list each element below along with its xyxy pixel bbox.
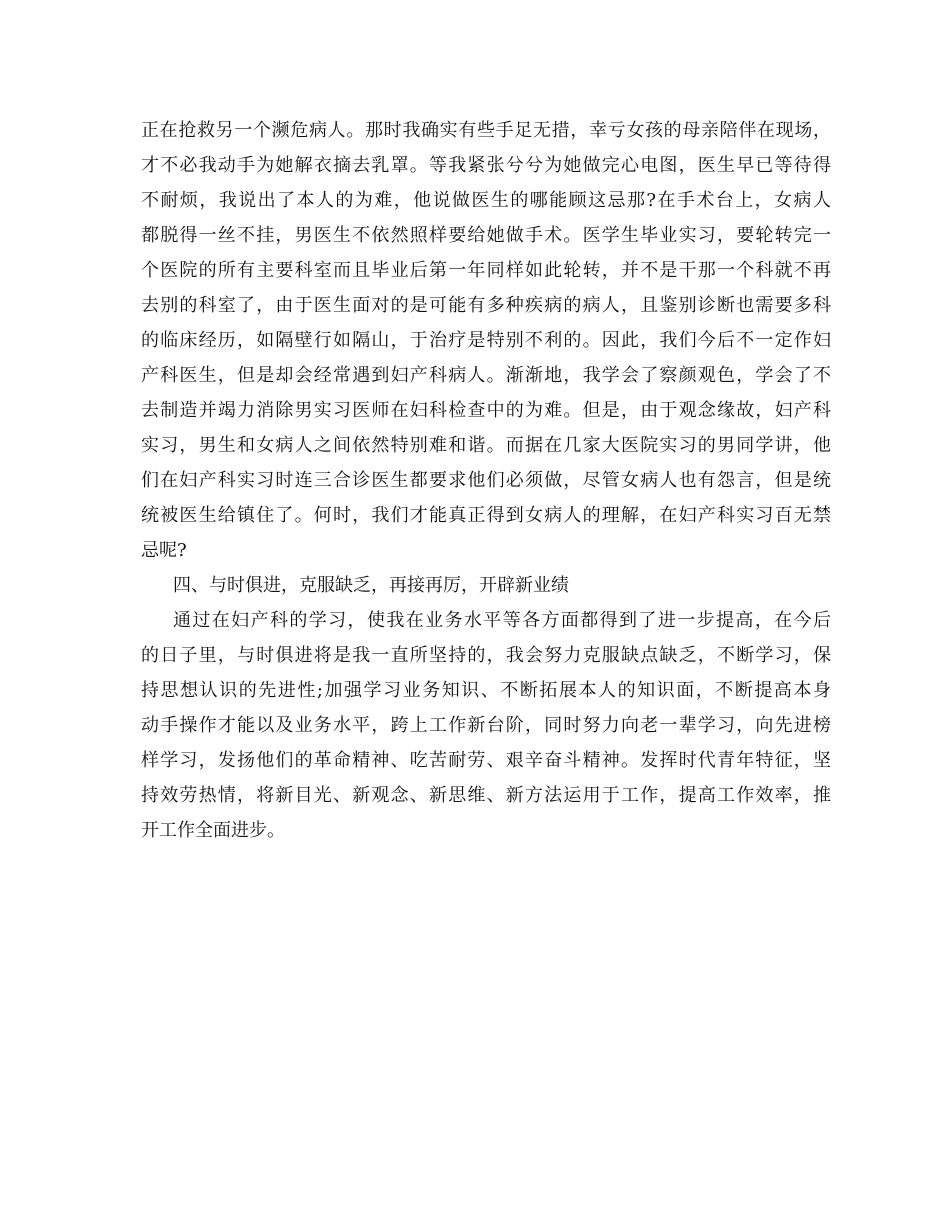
paragraph-line: 统被医生给镇住了。何时，我们才能真正得到女病人的理解，在妇产科实习百无禁 xyxy=(141,505,831,526)
paragraph-line: 实习，男生和女病人之间依然特别难和谐。而据在几家大医院实习的男同学讲，他 xyxy=(141,435,831,456)
paragraph-line: 才不必我动手为她解衣摘去乳罩。等我紧张兮兮为她做完心电图，医生早已等待得 xyxy=(141,155,831,176)
section-heading: 四、与时俱进，克服缺乏，再接再厉，开辟新业绩 xyxy=(173,575,569,596)
paragraph-line: 去制造并竭力消除男实习医师在妇科检查中的为难。但是，由于观念缘故，妇产科 xyxy=(141,400,831,421)
paragraph-line: 产科医生，但是却会经常遇到妇产科病人。渐渐地，我学会了察颜观色，学会了不 xyxy=(141,365,831,386)
paragraph-line: 开工作全面进步。 xyxy=(141,820,285,841)
paragraph-line: 个医院的所有主要科室而且毕业后第一年同样如此轮转，并不是干那一个科就不再 xyxy=(141,260,831,281)
paragraph-line: 忌呢? xyxy=(141,540,187,561)
paragraph-line: 不耐烦，我说出了本人的为难，他说做医生的哪能顾这忌那?在手术台上，女病人 xyxy=(141,190,831,211)
paragraph-line: 持思想认识的先进性;加强学习业务知识、不断拓展本人的知识面，不断提高本身 xyxy=(141,680,831,701)
paragraph-line: 正在抢救另一个濒危病人。那时我确实有些手足无措，幸亏女孩的母亲陪伴在现场， xyxy=(141,120,831,141)
paragraph-line: 们在妇产科实习时连三合诊医生都要求他们必须做，尽管女病人也有怨言，但是统 xyxy=(141,470,831,491)
paragraph-line: 样学习，发扬他们的革命精神、吃苦耐劳、艰辛奋斗精神。发挥时代青年特征，坚 xyxy=(141,750,831,771)
paragraph-line: 去别的科室了，由于医生面对的是可能有多种疾病的病人，且鉴别诊断也需要多科 xyxy=(141,295,831,316)
document-body xyxy=(141,113,831,848)
paragraph-line: 都脱得一丝不挂，男医生不依然照样要给她做手术。医学生毕业实习，要轮转完一 xyxy=(141,225,831,246)
paragraph-line: 动手操作才能以及业务水平，跨上工作新台阶，同时努力向老一辈学习，向先进榜 xyxy=(141,715,831,736)
paragraph-line: 的日子里，与时俱进将是我一直所坚持的，我会努力克服缺点缺乏，不断学习，保 xyxy=(141,645,831,666)
paragraph-line: 的临床经历，如隔壁行如隔山，于治疗是特别不利的。因此，我们今后不一定作妇 xyxy=(141,330,831,351)
paragraph-line: 通过在妇产科的学习，使我在业务水平等各方面都得到了进一步提高，在今后 xyxy=(173,610,831,631)
paragraph-line: 持效劳热情，将新目光、新观念、新思维、新方法运用于工作，提高工作效率，推 xyxy=(141,785,831,806)
